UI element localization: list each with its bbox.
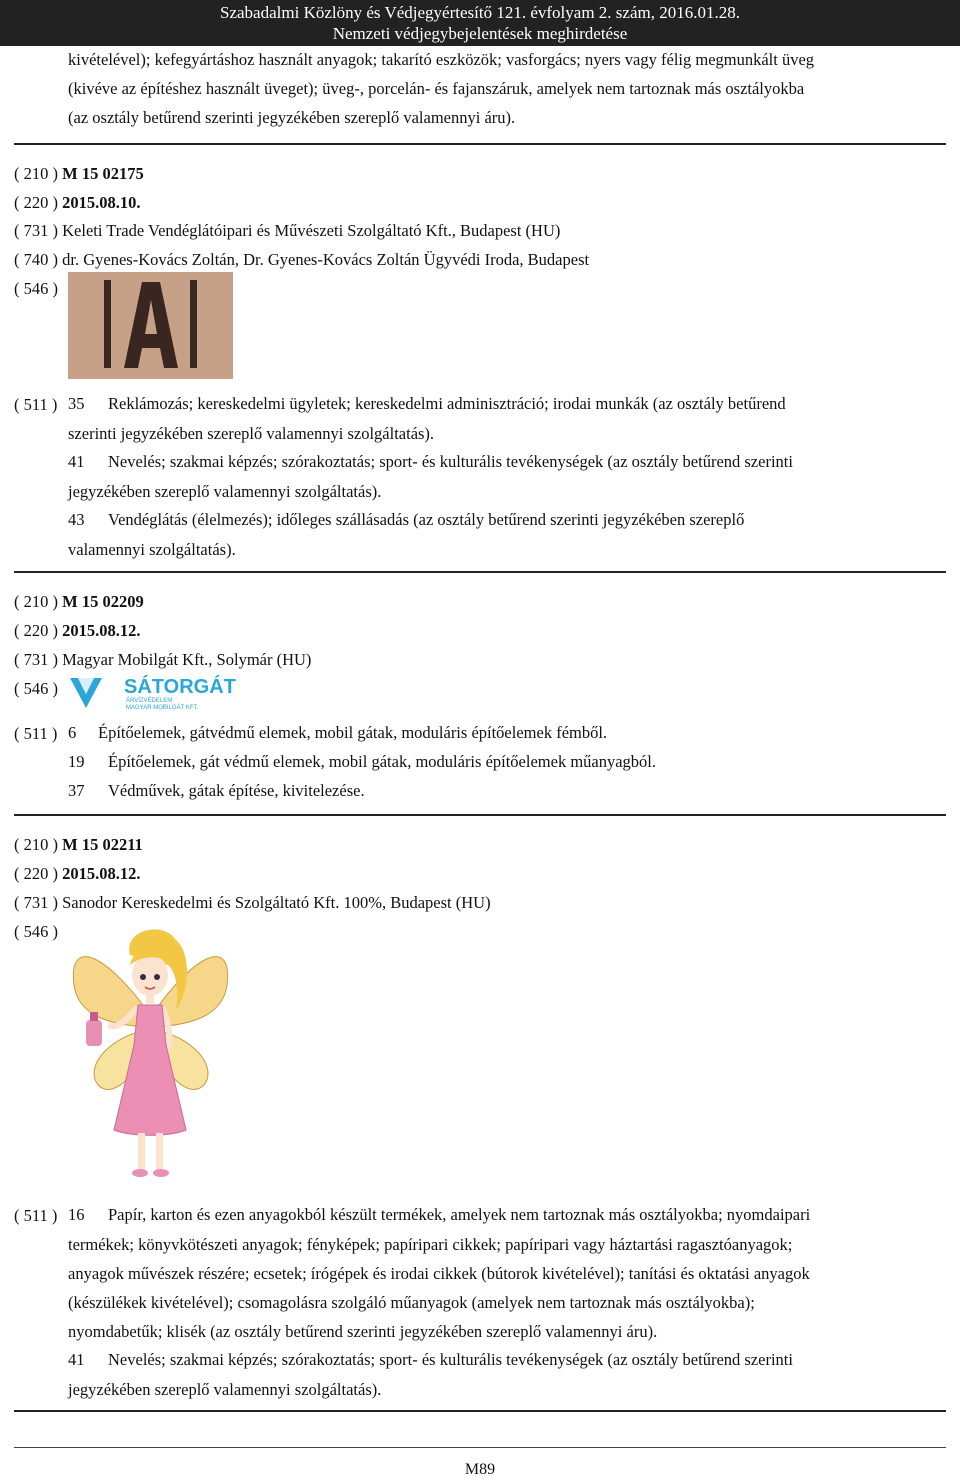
- class-16-text: Papír, karton és ezen anyagokból készült termékek, amelyek nem tartoznak más osztályokba; nyomdaipari: [108, 1205, 811, 1224]
- entry2-731: [14, 649, 311, 671]
- label-210: ( 210 ): [14, 835, 58, 854]
- class-35-text-cont: szerinti jegyzékében szereplő valamennyi szolgáltatás).: [68, 424, 435, 443]
- class-16-number: 16: [68, 1205, 85, 1224]
- class-41-number: 41: [68, 452, 85, 471]
- entry1-546-label: ( 546 ): [14, 279, 58, 298]
- class-16-text-cont-3: (készülékek kivételével); csomagolásra szolgáló műanyagok (amelyek nem tartoznak más osztályokba);: [68, 1293, 755, 1312]
- entry3-546-label: ( 546 ): [14, 922, 58, 941]
- applicant: Sanodor Kereskedelmi és Szolgáltató Kft. 100%, Budapest (HU): [62, 893, 491, 912]
- label-731: ( 731 ): [14, 650, 58, 669]
- label-731: ( 731 ): [14, 893, 58, 912]
- satorgat-logo: [68, 672, 236, 712]
- section-divider: [14, 814, 946, 816]
- trademark-image-a: [68, 272, 233, 379]
- entry2-210: [14, 591, 144, 613]
- class-19-text: Építőelemek, gát védmű elemek, mobil gátak, moduláris építőelemek műanyagból.: [108, 752, 657, 771]
- class-6-text: Építőelemek, gátvédmű elemek, mobil gátak, moduláris építőelemek fémből.: [98, 723, 608, 742]
- journal-title: Szabadalmi Közlöny és Védjegyértesítő 121. évfolyam 2. szám, 2016.01.28.: [220, 3, 740, 22]
- intro-line-2: (kivéve az építéshez használt üveget); üveg-, porcelán- és fajanszáruk, amelyek nem tartoznak más osztályokba: [68, 79, 805, 98]
- class-19-number: 19: [68, 752, 85, 771]
- application-number: M 15 02209: [62, 592, 144, 611]
- label-210: ( 210 ): [14, 164, 58, 183]
- logo-main-text: SÁTORGÁT: [124, 676, 236, 698]
- intro-line-1: kivételével); kefegyártáshoz használt anyagok; takarító eszközök; vasforgács; nyers vagy félig megmunkált üveg: [68, 50, 815, 69]
- label-220: ( 220 ): [14, 621, 58, 640]
- representative: dr. Gyenes-Kovács Zoltán, Dr. Gyenes-Kovács Zoltán Ügyvédi Iroda, Budapest: [62, 250, 590, 269]
- label-740: ( 740 ): [14, 250, 58, 269]
- entry2-511-label: ( 511 ): [14, 724, 58, 743]
- section-divider: [14, 143, 946, 145]
- section-divider: [14, 1410, 946, 1412]
- class-16-text-cont-2: anyagok művészek részére; ecsetek; írógépek és irodai cikkek (bútorok kivételével); tanítási és oktatási anyagok: [68, 1264, 810, 1283]
- label-731: ( 731 ): [14, 221, 58, 240]
- entry3-210: [14, 834, 143, 856]
- filing-date: 2015.08.12.: [62, 864, 141, 883]
- class-43-text: Vendéglátás (élelmezés); időleges szállásadás (az osztály betűrend szerinti jegyzékében szereplő: [108, 510, 745, 529]
- label-220: ( 220 ): [14, 193, 58, 212]
- class-37-number: 37: [68, 781, 85, 800]
- label-210: ( 210 ): [14, 592, 58, 611]
- logo-sub-text-1: ÁRVÍZVÉDELEM: [126, 698, 173, 704]
- trademark-image-satorgat: [68, 672, 236, 712]
- class-43-text-cont: valamennyi szolgáltatás).: [68, 540, 236, 559]
- filing-date: 2015.08.12.: [62, 621, 141, 640]
- page-number: M89: [464, 1461, 496, 1478]
- applicant: Magyar Mobilgát Kft., Solymár (HU): [62, 650, 312, 669]
- entry3-220: [14, 863, 141, 885]
- entry1-220: [14, 192, 141, 214]
- class-43-number: 43: [68, 510, 85, 529]
- class-16-text-cont-1: termékek; könyvkötészeti anyagok; fényképek; papíripari cikkek; papíripari vagy háztartási ragasztóanyagok;: [68, 1235, 793, 1254]
- application-number: M 15 02175: [62, 164, 144, 183]
- filing-date: 2015.08.10.: [62, 193, 141, 212]
- applicant: Keleti Trade Vendéglátóipari és Művészeti Szolgáltató Kft., Budapest (HU): [62, 221, 561, 240]
- trademark-image-fairy: [68, 915, 233, 1190]
- page-header: [0, 0, 960, 46]
- class-41-text-cont: jegyzékében szereplő valamennyi szolgáltatás).: [68, 482, 382, 501]
- logo-sub-text-2: MAGYAR MOBILGÁT KFT.: [126, 705, 199, 711]
- class-41-text: Nevelés; szakmai képzés; szórakoztatás; sport- és kulturális tevékenységek (az osztály betűrend szerinti: [108, 452, 793, 471]
- entry1-740: [14, 249, 589, 271]
- class-35-text: Reklámozás; kereskedelmi ügyletek; kereskedelmi adminisztráció; irodai munkák (az osztály betűrend: [108, 394, 786, 413]
- class-35-number: 35: [68, 394, 85, 413]
- intro-line-3: (az osztály betűrend szerinti jegyzékében szereplő valamennyi áru).: [68, 108, 516, 127]
- entry1-210: [14, 163, 144, 185]
- class-41-text: Nevelés; szakmai képzés; szórakoztatás; sport- és kulturális tevékenységek (az osztály betűrend szerinti: [108, 1350, 793, 1369]
- section-title: Nemzeti védjegybejelentések meghirdetése: [332, 24, 628, 43]
- class-41-text-cont: jegyzékében szereplő valamennyi szolgáltatás).: [68, 1380, 382, 1399]
- class-16-text-cont-4: nyomdabetűk; klisék (az osztály betűrend szerinti jegyzékében szereplő valamennyi áru).: [68, 1322, 658, 1341]
- fairy-illustration: [68, 915, 233, 1190]
- entry1-731: [14, 220, 560, 242]
- letter-a-logo: [68, 272, 233, 379]
- class-37-text: Védművek, gátak építése, kivitelezése.: [108, 781, 365, 800]
- application-number: M 15 02211: [62, 835, 143, 854]
- class-41-number: 41: [68, 1350, 85, 1369]
- class-6-number: 6: [68, 723, 77, 742]
- entry3-511-label: ( 511 ): [14, 1206, 58, 1225]
- entry2-220: [14, 620, 141, 642]
- entry1-511-label: ( 511 ): [14, 395, 58, 414]
- label-220: ( 220 ): [14, 864, 58, 883]
- footer-divider: [14, 1447, 946, 1448]
- section-divider: [14, 571, 946, 573]
- entry3-731: [14, 892, 491, 914]
- entry2-546-label: ( 546 ): [14, 679, 58, 698]
